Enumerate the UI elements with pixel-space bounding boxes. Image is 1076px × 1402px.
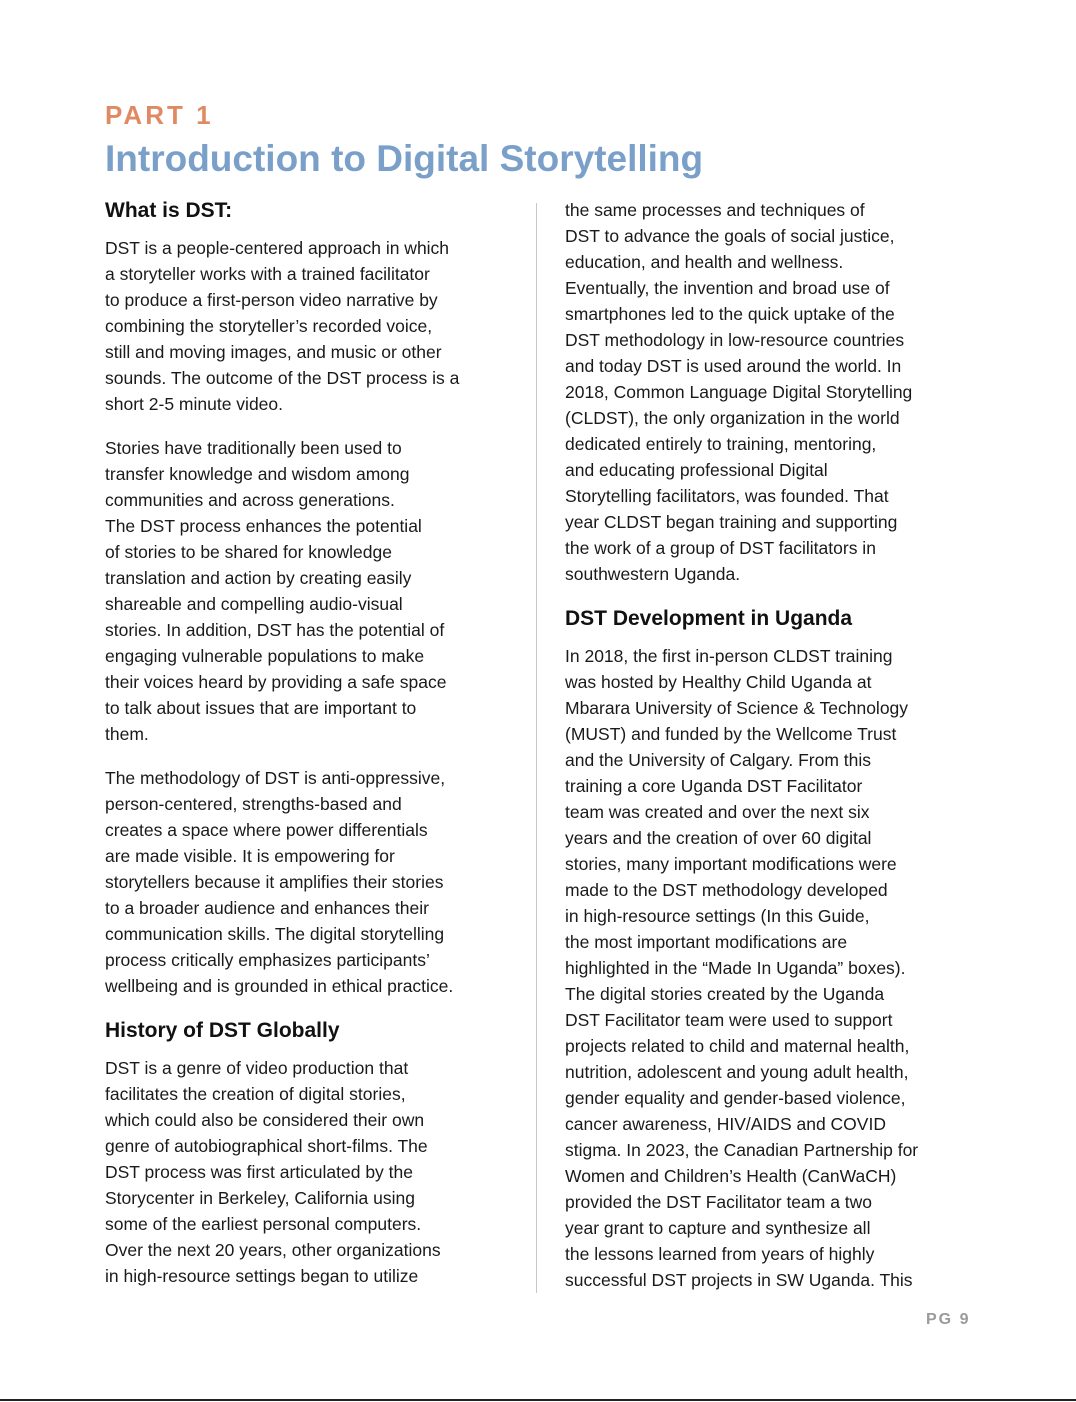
- section-heading-what-is-dst: What is DST:: [105, 199, 233, 222]
- paragraph-methodology: The methodology of DST is anti-oppressive, person-centered, strengths-based and creates a space where power differentials are made visible. It is empowering for storytellers because it amplifies their stories to a broader audience and enhances their communication skills. The digital storytelling process critically emphasizes participants’ wellbeing and is grounded in ethical practice.: [105, 768, 454, 996]
- column-divider: [536, 203, 537, 1293]
- bottom-rule: [0, 1399, 1076, 1401]
- paragraph-uganda: In 2018, the first in-person CLDST training was hosted by Healthy Child Uganda at Mbarara University of Science & Technology (MUST) and funded by the Wellcome Trust and the University of Calgary. From this training a core Uganda DST Facilitator team was created and over the next six years and the creation of over 60 digital stories, many important modifications were made to the DST methodology developed in high-resource settings (In this Guide, the most important modifications are highlighted in the “Made In Uganda” boxes). The digital stories created by the Uganda DST Facilitator team were used to support projects related to child and maternal health, nutrition, adolescent and young adult health, gender equality and gender-based violence, cancer awareness, HIV/AIDS and COVID stigma. In 2023, the Canadian Partnership for Women and Children’s Health (CanWaCH) provided the DST Facilitator team a two year grant to capture and synthesize all the lessons learned from years of highly successful DST projects in SW Uganda. This: [565, 646, 919, 1290]
- section-heading-uganda: DST Development in Uganda: [565, 607, 853, 630]
- left-column: [105, 197, 517, 1307]
- section-heading-history: History of DST Globally: [105, 1019, 340, 1042]
- page-number: PG 9: [926, 1311, 971, 1328]
- paragraph-dst-definition: DST is a people-centered approach in which a storyteller works with a trained facilitator to produce a first-person video narrative by combining the storyteller’s recorded voice, still and moving images, and music or other sounds. The outcome of the DST process is a short 2-5 minute video.: [105, 238, 460, 414]
- part-label: PART 1: [105, 100, 214, 130]
- paragraph-history-continued: the same processes and techniques of DST to advance the goals of social justice, education, and health and wellness. Eventually, the invention and broad use of smartphones led to the quick uptake of the DST methodology in low-resource countries and today DST is used around the world. In 2018, Common Language Digital Storytelling (CLDST), the only organization in the world dedicated entirely to training, mentoring, and educating professional Digital Storytelling facilitators, was founded. That year CLDST began training and supporting the work of a group of DST facilitators in southwestern Uganda.: [565, 200, 913, 584]
- right-column: [565, 197, 985, 1311]
- paragraph-history: DST is a genre of video production that facilitates the creation of digital stories, which could also be considered their own genre of autobiographical short-films. The DST process was first articulated by the Storycenter in Berkeley, California using some of the earliest personal computers. Over the next 20 years, other organizations in high-resource settings began to utilize: [105, 1058, 441, 1286]
- paragraph-stories-knowledge: Stories have traditionally been used to transfer knowledge and wisdom among communities and across generations. The DST process enhances the potential of stories to be shared for knowledge translation and action by creating easily shareable and compelling audio-visual stories. In addition, DST has the potential of engaging vulnerable populations to make their voices heard by providing a safe space to talk about issues that are important to them.: [105, 438, 447, 744]
- page-title: Introduction to Digital Storytelling: [105, 138, 704, 179]
